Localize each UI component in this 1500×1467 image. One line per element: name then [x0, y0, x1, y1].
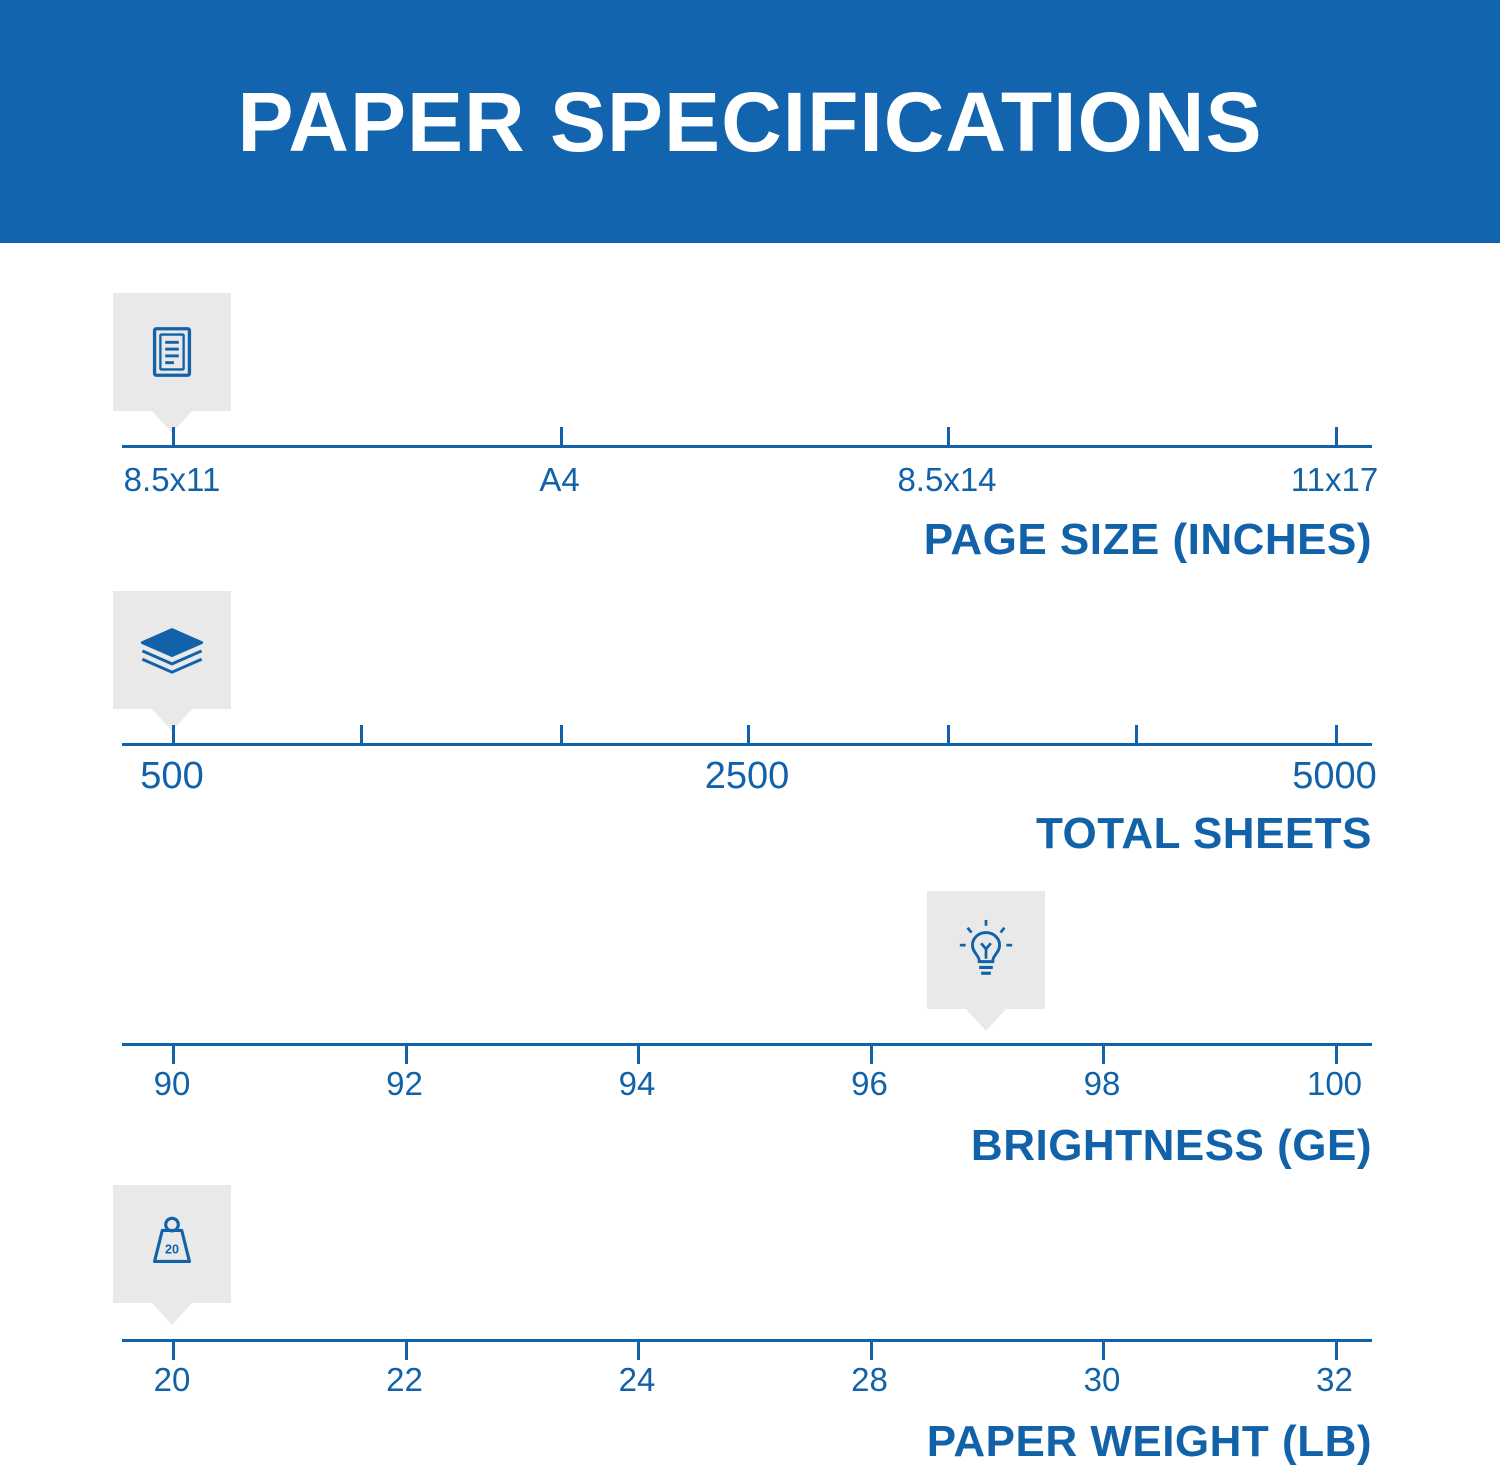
total-sheets-tick-label: 500: [140, 755, 204, 797]
brightness-caption: BRIGHTNESS (GE): [970, 1121, 1372, 1170]
page-size-tick: [560, 427, 563, 445]
total-sheets-marker[interactable]: [113, 591, 231, 709]
page-size-tick: [947, 427, 950, 445]
paper-weight-tick: [637, 1342, 640, 1360]
total-sheets-axis-line: [122, 743, 1372, 746]
paper-weight-tick-label: 32: [1316, 1361, 1353, 1398]
total-sheets-tick-label: 5000: [1292, 755, 1377, 797]
page-size-axis-line: [122, 445, 1372, 448]
paper-weight-scale: [122, 1143, 1372, 1443]
total-sheets-tick: [172, 725, 175, 743]
brightness-tick: [405, 1046, 408, 1064]
paper-weight-tick: [870, 1342, 873, 1360]
brightness-tick-label: 100: [1306, 1065, 1363, 1102]
paper-weight-tick-label: 28: [851, 1361, 888, 1398]
brightness-scale: [122, 843, 1372, 1143]
spec-scales: [0, 243, 1500, 1466]
brightness-tick-label: 90: [153, 1065, 191, 1102]
paper-weight-caption: PAPER WEIGHT (LB): [926, 1417, 1372, 1466]
page-size-tick: [172, 427, 175, 445]
page-size-tick: [1335, 427, 1338, 445]
total-sheets-tick: [1335, 725, 1338, 743]
page-size-tick-label: 8.5x11: [123, 461, 221, 498]
paper-weight-tick: [172, 1342, 175, 1360]
total-sheets-tick: [947, 725, 950, 743]
paper-weight-tick-label: 22: [386, 1361, 423, 1398]
paper-weight-tick-label: 24: [618, 1361, 656, 1398]
paper-weight-tick-label: 20: [153, 1361, 191, 1398]
brightness-tick: [870, 1046, 873, 1064]
spec-total-sheets: [0, 543, 1500, 858]
paper-weight-axis-line: [122, 1339, 1372, 1342]
lightbulb-icon: [955, 917, 1017, 983]
page-title: PAPER SPECIFICATIONS: [237, 74, 1263, 169]
brightness-tick-label: 96: [851, 1065, 888, 1102]
page-header: [0, 0, 1500, 243]
weight-icon: [139, 1211, 205, 1277]
brightness-tick-label: 94: [618, 1065, 656, 1102]
paper-stack-icon: [135, 619, 209, 681]
paper-weight-marker[interactable]: [113, 1185, 231, 1303]
brightness-tick: [1102, 1046, 1105, 1064]
document-icon: [141, 321, 203, 383]
page-size-marker[interactable]: [113, 293, 231, 411]
brightness-tick-label: 92: [386, 1065, 423, 1102]
total-sheets-tick: [1135, 725, 1138, 743]
page-size-caption: PAGE SIZE (INCHES): [923, 515, 1372, 564]
paper-weight-tick-label: 30: [1083, 1361, 1121, 1398]
page-size-tick-label: 8.5x14: [897, 461, 997, 498]
brightness-tick-label: 98: [1083, 1065, 1121, 1102]
brightness-tick: [1335, 1046, 1338, 1064]
total-sheets-tick: [747, 725, 750, 743]
spec-brightness: [0, 843, 1500, 1170]
page-size-tick-label: A4: [539, 461, 580, 498]
total-sheets-tick-label: 2500: [704, 755, 790, 797]
page-size-scale: [122, 243, 1379, 543]
spec-page-size: [0, 243, 1500, 564]
total-sheets-tick: [360, 725, 363, 743]
brightness-tick: [172, 1046, 175, 1064]
weight-icon-value: 20: [164, 1242, 180, 1257]
total-sheets-tick: [560, 725, 563, 743]
total-sheets-scale: [122, 543, 1377, 843]
brightness-axis-line: [122, 1043, 1372, 1046]
spec-paper-weight: [0, 1143, 1500, 1466]
total-sheets-caption: TOTAL SHEETS: [1035, 809, 1372, 858]
paper-weight-tick: [1335, 1342, 1338, 1360]
paper-weight-tick: [1102, 1342, 1105, 1360]
brightness-marker[interactable]: [927, 891, 1045, 1009]
brightness-tick: [637, 1046, 640, 1064]
paper-weight-tick: [405, 1342, 408, 1360]
page-size-tick-label: 11x17: [1290, 461, 1379, 498]
